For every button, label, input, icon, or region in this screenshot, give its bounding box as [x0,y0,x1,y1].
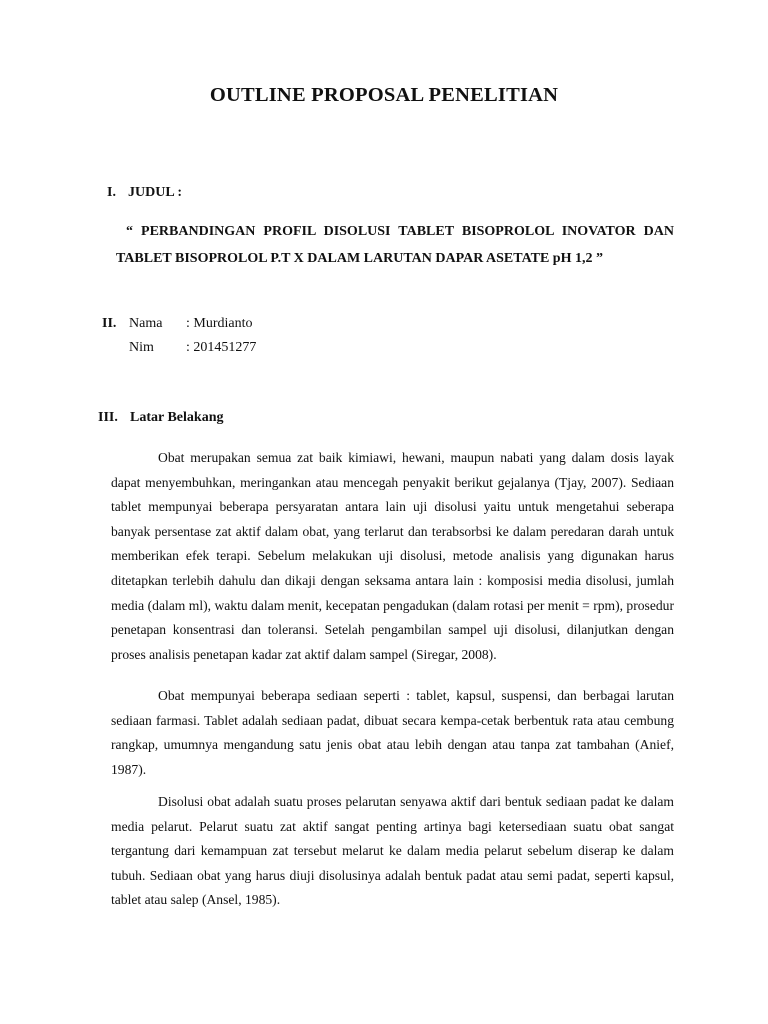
paragraph-1: Obat merupakan semua zat baik kimiawi, hewani, maupun nabati yang dalam dosis layak dapat menyembuhkan, meringankan atau mencegah penyakit berikut gejalanya (Tjay, 2007). Sediaan tablet mempunyai beberapa persyaratan antara lain uji disolusi yaitu untuk mengetahui seberapa banyak persentase zat aktif dalam obat, yang terlarut dan terabsorbsi ke dalam peredaran darah untuk memberikan efek terapi. Sebelum melakukan uji disolusi, metode analisis yang digunakan harus ditetapkan terlebih dahulu dan dikaji dengan seksama antara lain : komposisi media disolusi, jumlah media (dalam ml), waktu dalam menit, kecepatan pengadukan (dalam rotasi per menit = rpm), prosedur penetapan konsentrasi dan toleransi. Setelah pengambilan sampel uji disolusi, dilanjutkan dengan proses analisis penetapan kadar zat aktif dalam sampel (Siregar, 2008). [111,450,674,662]
research-title-line-2: TABLET BISOPROLOL P.T X DALAM LARUTAN DAPAR ASETATE pH 1,2 ” [116,251,603,266]
paragraph [111,446,674,667]
nim-value: : 201451277 [186,340,257,355]
research-title-line-1: “ PERBANDINGAN PROFIL DISOLUSI TABLET BISOPROLOL INOVATOR DAN [126,224,674,239]
document-title: OUTLINE PROPOSAL PENELITIAN [209,84,559,106]
name-label: Nama [129,316,163,331]
section-1-heading: JUDUL : [128,185,183,200]
section-3-heading: Latar Belakang [130,410,224,425]
research-title [116,218,674,272]
section-2-number: II. [102,316,117,331]
section-1-number: I. [107,185,116,200]
paragraph-3: Disolusi obat adalah suatu proses pelarutan senyawa aktif dari bentuk sediaan padat ke dalam media pelarut. Pelarut suatu zat aktif sangat penting artinya bagi ketersediaan suatu obat sangat tergantung dari kemampuan zat tersebut melarut ke dalam media pelarut sebelum diserap ke dalam tubuh. Sediaan obat yang harus diuji disolusinya adalah bentuk padat atau semi padat, seperti kapsul, tablet atau salep (Ansel, 1985). [111,794,674,908]
paragraph-2: Obat mempunyai beberapa sediaan seperti : tablet, kapsul, suspensi, dan berbagai larutan sediaan farmasi. Tablet adalah sediaan padat, dibuat secara kempa-cetak berbentuk rata atau cembung rangkap, umumnya mengandung satu jenis obat atau lebih dengan atau tanpa zat tambahan (Anief, 1987). [111,688,674,777]
name-value: : Murdianto [186,316,253,331]
paragraph [111,684,674,782]
paragraph [111,790,674,913]
nim-label: Nim [129,340,154,355]
section-3-number: III. [98,410,118,425]
